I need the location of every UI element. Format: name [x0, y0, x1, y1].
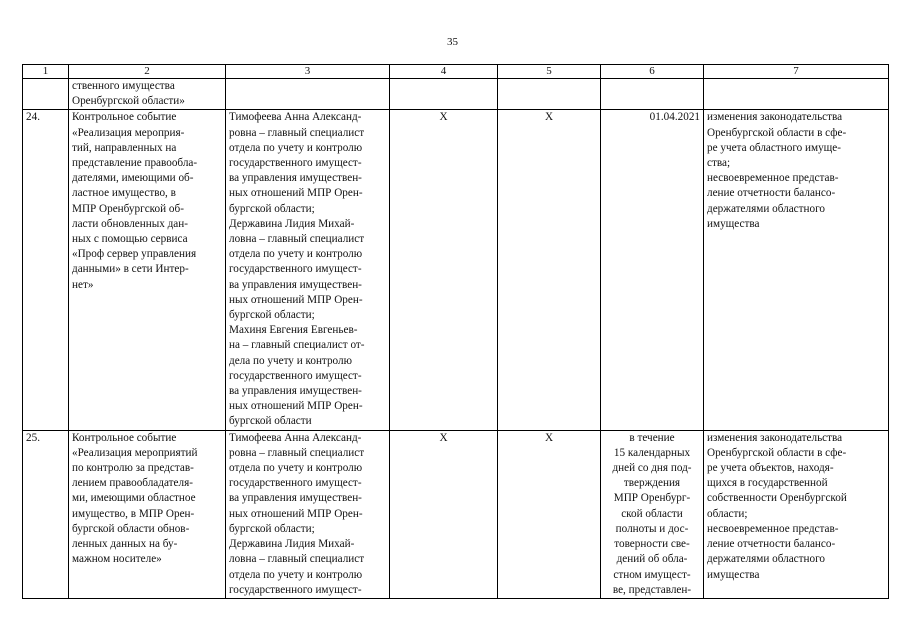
risks-cell-line: ре учета объектов, находя-	[707, 462, 834, 475]
responsible-cell-line: ва управления имуществен-	[229, 385, 362, 398]
responsible-cell-line: бургской области	[229, 415, 312, 428]
event-cell-line: данными» в сети Интер-	[72, 263, 189, 276]
col4-mark-cell: Х	[390, 110, 498, 430]
responsible-cell-line: ловна – главный специалист	[229, 553, 365, 566]
responsible-cell-line: отдела по учету и контролю	[229, 248, 363, 261]
risks-cell-line: имущества	[707, 217, 760, 230]
deadline-cell	[601, 79, 704, 110]
row-number-cell: 24.	[23, 110, 69, 430]
risks-cell-line: собственности Оренбургской	[707, 492, 847, 505]
responsible-cell-line: Махиня Евгения Евгеньев-	[229, 324, 358, 337]
column-number: 5	[498, 65, 601, 79]
responsible-cell-line: Державина Лидия Михай-	[229, 538, 355, 551]
event-cell-line: нет»	[72, 278, 94, 291]
risks-cell-line: ре учета областного имуще-	[707, 141, 841, 154]
event-cell-line: Контрольное событие	[72, 431, 177, 444]
responsible-cell-line: на – главный специалист от-	[229, 339, 365, 352]
risks-cell-line: держателями областного	[707, 553, 825, 566]
col4-mark-cell: Х	[390, 430, 498, 598]
column-number: 7	[704, 65, 889, 79]
column-number: 2	[69, 65, 226, 79]
event-cell-line: ленных данных на бу-	[72, 538, 178, 551]
event-cell	[69, 430, 226, 598]
risks-cell	[704, 79, 889, 110]
event-cell-line: «Реализация мероприятий	[72, 446, 198, 459]
responsible-cell	[226, 79, 390, 110]
risks-cell	[704, 430, 889, 598]
table-row	[23, 430, 889, 598]
deadline-cell-line: товерности све-	[614, 538, 690, 551]
risks-cell-line: Оренбургской области в сфе-	[707, 446, 847, 459]
risks-cell-line: ление отчетности балансо-	[707, 538, 836, 551]
table-row	[23, 110, 889, 430]
deadline-cell-line: тверждения	[623, 477, 681, 490]
event-cell-line: тий, направленных на	[72, 141, 177, 154]
risks-cell-line: изменения законодательства	[707, 431, 843, 444]
responsible-cell-line: Тимофеева Анна Александ-	[229, 111, 362, 124]
row-number-cell: 25.	[23, 430, 69, 598]
responsible-cell-line: ловна – главный специалист	[229, 233, 365, 246]
row-number-cell	[23, 79, 69, 110]
responsible-cell-line: государственного имущест-	[229, 583, 362, 596]
table-row	[23, 79, 889, 110]
responsible-cell-line: отдела по учету и контролю	[229, 462, 363, 475]
responsible-cell	[226, 430, 390, 598]
event-cell-line: бургской области обнов-	[72, 522, 190, 535]
deadline-cell-line: дений об обла-	[616, 553, 688, 566]
col4-mark-cell	[390, 79, 498, 110]
responsible-cell-line: отдела по учету и контролю	[229, 141, 363, 154]
risks-cell-line: имущества	[707, 568, 760, 581]
risks-cell-line: несвоевременное представ-	[707, 522, 839, 535]
responsible-cell-line: ва управления имуществен-	[229, 278, 362, 291]
responsible-cell-line: государственного имущест-	[229, 263, 362, 276]
deadline-cell	[601, 110, 704, 430]
column-number: 4	[390, 65, 498, 79]
event-cell-line: ми, имеющими областное	[72, 492, 196, 505]
risks-cell-line: щихся в государственной	[707, 477, 828, 490]
responsible-cell-line: ных отношений МПР Орен-	[229, 293, 363, 306]
event-cell-line: «Проф сервер управления	[72, 248, 197, 261]
deadline-cell-line: в течение	[629, 431, 675, 444]
event-cell-line: по контролю за представ-	[72, 462, 194, 475]
event-cell-line: ласти обновленных дан-	[72, 217, 188, 230]
deadline-cell-line: МПР Оренбург-	[613, 492, 691, 505]
risks-cell-line: области;	[707, 507, 748, 520]
event-cell-line: лением правообладателя-	[72, 477, 193, 490]
responsible-cell-line: Державина Лидия Михай-	[229, 217, 355, 230]
deadline-cell-line: стном имущест-	[613, 568, 691, 581]
responsible-cell-line: бургской области;	[229, 309, 315, 322]
event-cell	[69, 110, 226, 430]
responsible-cell-line: государственного имущест-	[229, 477, 362, 490]
column-number: 3	[226, 65, 390, 79]
deadline-cell-line: полноты и дос-	[615, 522, 689, 535]
deadline-cell	[601, 430, 704, 598]
page-number: 35	[447, 36, 458, 48]
responsible-cell-line: ровна – главный специалист	[229, 446, 365, 459]
column-number: 6	[601, 65, 704, 79]
responsible-cell-line: дела по учету и контролю	[229, 354, 352, 367]
deadline-cell-line: дней со дня под-	[612, 462, 692, 475]
column-number-row	[23, 65, 889, 79]
event-cell-line: имущество, в МПР Орен-	[72, 507, 195, 520]
risks-cell-line: Оренбургской области в сфе-	[707, 126, 847, 139]
responsible-cell-line: бургской области;	[229, 522, 315, 535]
event-cell-line: Оренбургской области»	[72, 95, 185, 108]
responsible-cell-line: ных отношений МПР Орен-	[229, 400, 363, 413]
risks-cell-line: несвоевременное представ-	[707, 172, 839, 185]
responsible-cell-line: государственного имущест-	[229, 369, 362, 382]
responsible-cell-line: ва управления имуществен-	[229, 492, 362, 505]
col5-mark-cell: Х	[498, 430, 601, 598]
responsible-cell-line: государственного имущест-	[229, 157, 362, 170]
event-cell-line: ластное имущество, в	[72, 187, 176, 200]
responsible-cell-line: ных отношений МПР Орен-	[229, 187, 363, 200]
risks-cell-line: ление отчетности балансо-	[707, 187, 836, 200]
risks-cell	[704, 110, 889, 430]
event-cell	[69, 79, 226, 110]
deadline-cell-line: ской области	[621, 507, 683, 520]
responsible-cell	[226, 110, 390, 430]
event-cell-line: «Реализация мероприя-	[72, 126, 185, 139]
col5-mark-cell	[498, 79, 601, 110]
responsible-cell-line: бургской области;	[229, 202, 315, 215]
event-cell-line: ных с помощью сервиса	[72, 233, 188, 246]
risks-cell-line: изменения законодательства	[707, 111, 843, 124]
event-cell-line: дателями, имеющими об-	[72, 172, 194, 185]
responsible-cell-line: ровна – главный специалист	[229, 126, 365, 139]
event-cell-line: ственного имущества	[72, 80, 175, 92]
event-cell-line: Контрольное событие	[72, 111, 177, 124]
col5-mark-cell: Х	[498, 110, 601, 430]
risks-cell-line: держателями областного	[707, 202, 825, 215]
event-cell-line: представление правообла-	[72, 157, 198, 170]
column-number: 1	[23, 65, 69, 79]
responsible-cell-line: отдела по учету и контролю	[229, 568, 363, 581]
deadline-cell-line: ве, представлен-	[612, 583, 692, 596]
deadline-cell-line: 15 календарных	[613, 446, 691, 459]
event-cell-line: МПР Оренбургской об-	[72, 202, 184, 215]
risks-cell-line: ства;	[707, 157, 731, 170]
event-cell-line: мажном носителе»	[72, 553, 162, 566]
responsible-cell-line: ва управления имуществен-	[229, 172, 362, 185]
responsible-cell-line: Тимофеева Анна Александ-	[229, 431, 362, 444]
plan-table	[22, 64, 889, 599]
responsible-cell-line: ных отношений МПР Орен-	[229, 507, 363, 520]
deadline-cell-line: 01.04.2021	[649, 111, 700, 124]
